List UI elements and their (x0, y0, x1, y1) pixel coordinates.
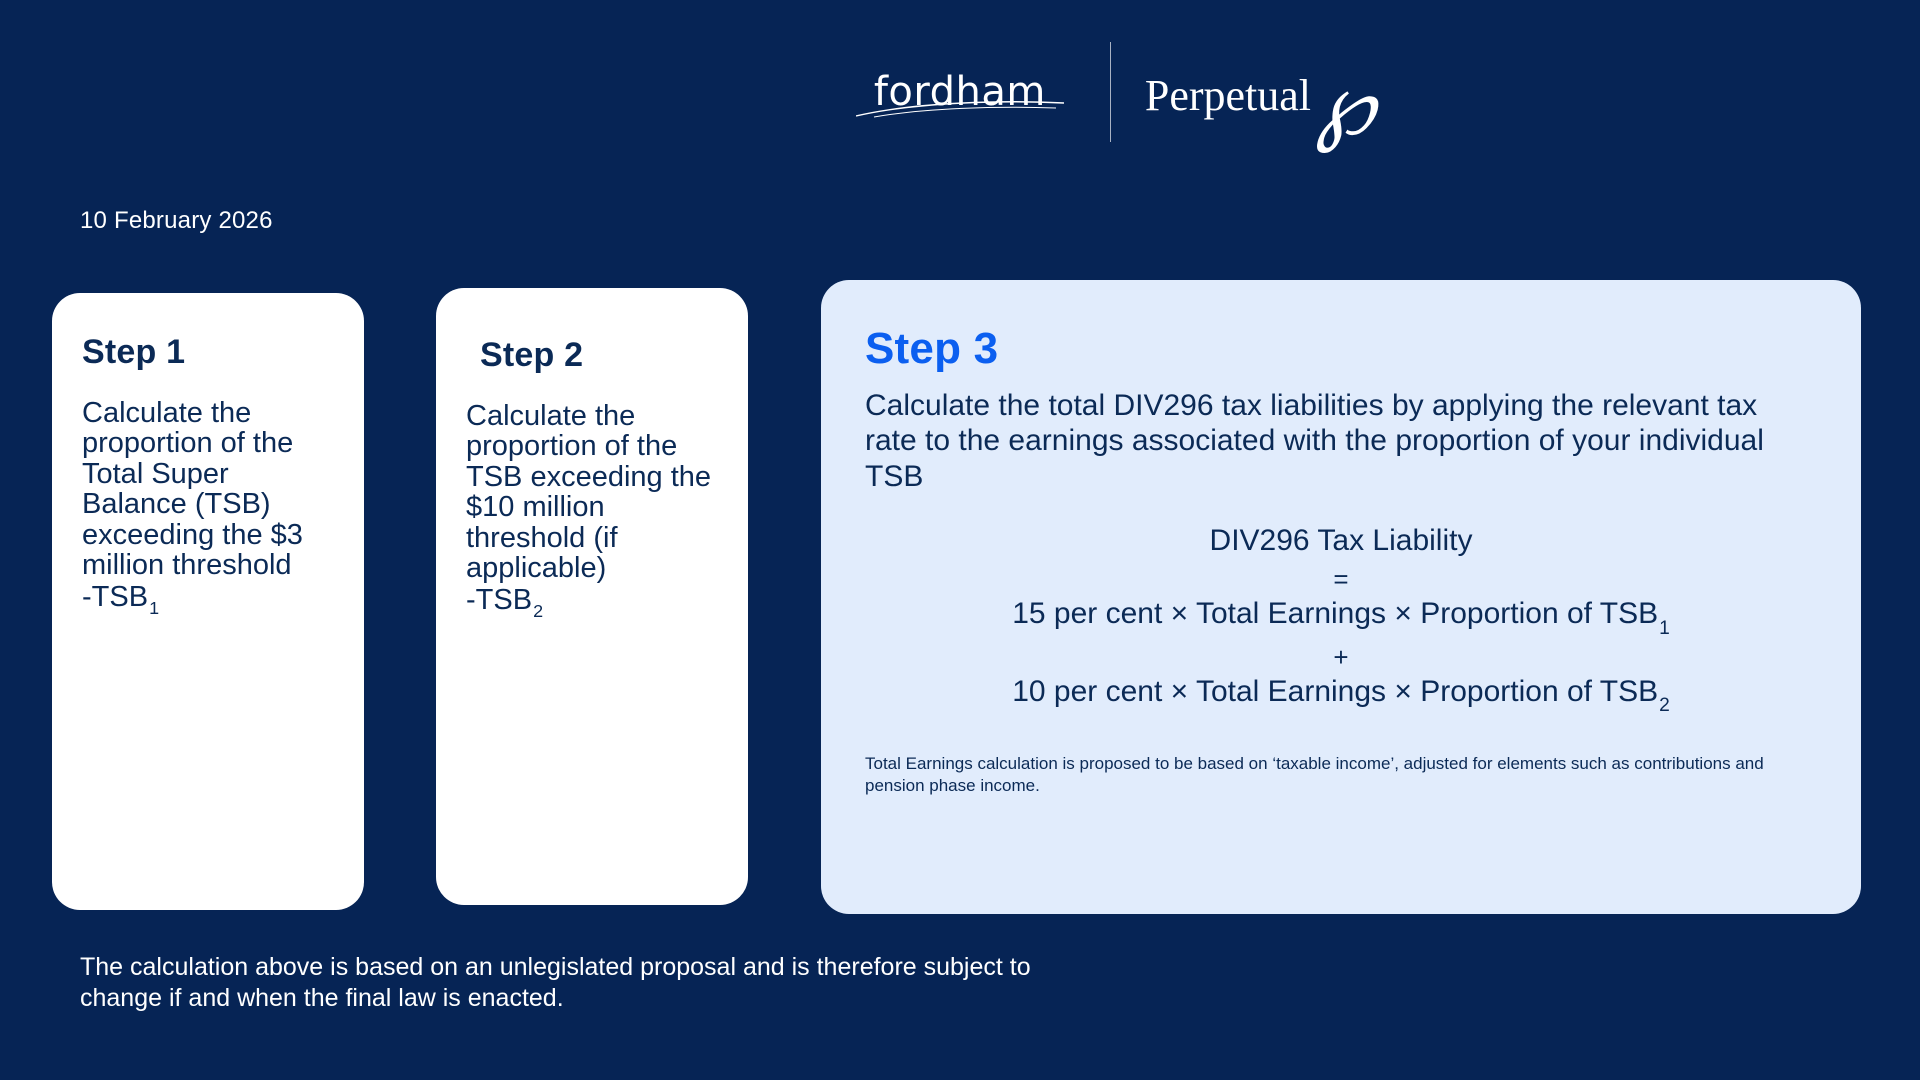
step-3-title: Step 3 (865, 324, 999, 373)
step-3-footnote: Total Earnings calculation is proposed to be based on ‘taxable income’, adjusted for elements such as contributions and pension phase income. (865, 754, 1764, 795)
formula-line-1 (865, 597, 1817, 640)
formula-line-1-subscript: 1 (1659, 617, 1670, 639)
slide-date: 10 February 2026 (80, 207, 273, 234)
step-3-body: Calculate the total DIV296 tax liabilities by applying the relevant tax rate to the earnings associated with the proportion of your individual TSB (865, 389, 1764, 493)
step-1-tsb (82, 581, 334, 619)
step-3-card (821, 280, 1861, 914)
step-1-tsb-label: -TSB (82, 580, 149, 613)
formula-plus: + (1333, 641, 1349, 672)
formula-title: DIV296 Tax Liability (1209, 524, 1473, 558)
step-2-card (436, 288, 748, 905)
formula-line-1-text: 15 per cent × Total Earnings × Proportion of TSB (1012, 597, 1659, 631)
fordham-wordmark: fordham (873, 69, 1046, 115)
disclaimer-text: The calculation above is based on an unlegislated proposal and is therefore subject to change if and when the final law is enacted. (80, 953, 1031, 1013)
step-1-tsb-subscript: 1 (149, 597, 160, 618)
perpetual-logo (1144, 57, 1375, 154)
step-1-body: Calculate the proportion of the Total Super Balance (TSB) exceeding the $3 million threshold (82, 397, 303, 582)
formula-equals: = (1333, 564, 1349, 595)
fordham-swoosh-icon (856, 100, 1066, 118)
fordham-logo (873, 69, 1076, 115)
step-2-tsb (466, 584, 718, 622)
formula-line-2-text: 10 per cent × Total Earnings × Proportion of TSB (1012, 674, 1659, 708)
perpetual-wordmark: Perpetual (1144, 70, 1312, 120)
brand-divider (1110, 42, 1111, 142)
formula-line-2-subscript: 2 (1659, 695, 1670, 717)
step-1-card (52, 293, 364, 910)
step-1-title: Step 1 (82, 333, 186, 371)
step-2-body: Calculate the proportion of the TSB exceeding the $10 million threshold (if applicable) (466, 400, 712, 585)
step-2-tsb-subscript: 2 (533, 600, 544, 621)
step-2-title: Step 2 (480, 336, 584, 374)
div296-formula (865, 524, 1817, 717)
brand-header (873, 42, 1375, 154)
formula-line-2 (865, 675, 1817, 718)
step-2-tsb-label: -TSB (466, 583, 533, 616)
perpetual-weierstrass-icon: ℘ (1315, 57, 1375, 154)
